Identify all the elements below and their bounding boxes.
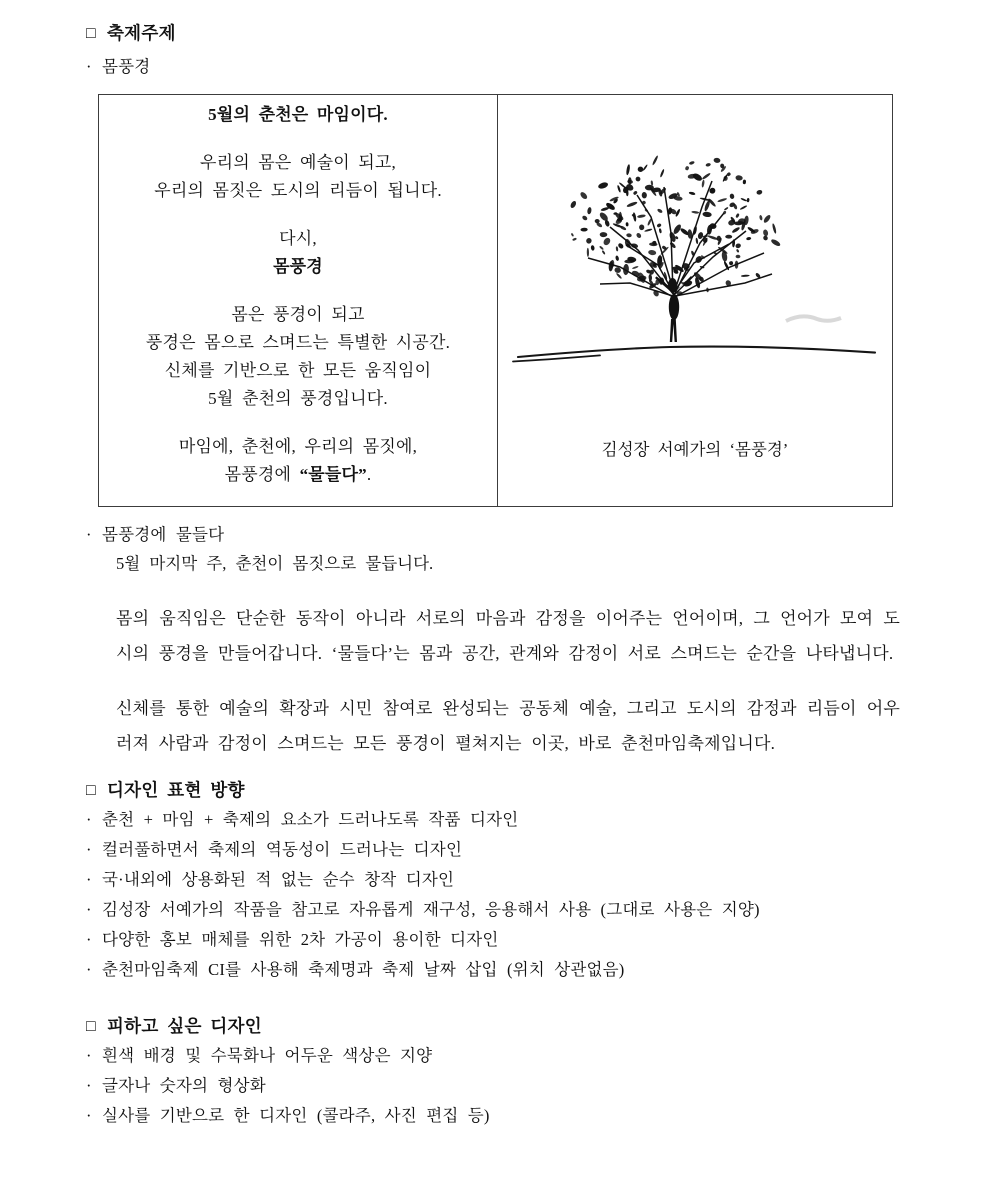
poem-line-mixed	[99, 461, 497, 489]
avoid-item-label: 글자나 숫자의 형상화	[102, 1076, 266, 1095]
section-heading-theme	[86, 20, 986, 48]
poem-line: 풍경은 몸으로 스며드는 특별한 시공간.	[145, 333, 451, 352]
ground-line	[513, 347, 875, 362]
bullet-icon: ·	[86, 1076, 92, 1095]
illustration-caption: 김성장 서예가의 ‘몸풍경’	[601, 440, 789, 459]
list-item-design-3	[86, 865, 986, 895]
bullet-icon: ·	[86, 900, 92, 919]
illustration-cell	[498, 95, 892, 506]
bullet-icon: ·	[86, 930, 92, 949]
dyed-paragraph-1: 몸의 움직임은 단순한 동작이 아니라 서로의 마음과 감정을 이어주는 언어이며, 그 언어가 모여 도시의 풍경을 만들어갑니다. ‘물들다’는 몸과 공간, 관계와 감정이 서로 스며드는 순간을 나타냅니다.	[116, 609, 900, 663]
bullet-icon: ·	[86, 960, 92, 979]
checkbox-icon: □	[86, 25, 96, 42]
list-item-avoid-2	[86, 1071, 986, 1101]
list-item-avoid-3	[86, 1101, 986, 1131]
poem-line: 다시,	[279, 229, 317, 248]
poem-line: 마임에, 춘천에, 우리의 몸짓에,	[178, 437, 418, 456]
poem-line-emphasis: “물들다”	[299, 465, 367, 484]
bullet-icon: ·	[86, 1106, 92, 1125]
poem-line: 우리의 몸짓은 도시의 리듬이 됩니다.	[154, 181, 442, 200]
dyed-lead-line: 5월 마지막 주, 춘천이 몸짓으로 물듭니다.	[116, 554, 434, 573]
design-item-label: 컬러풀하면서 축제의 역동성이 드러나는 디자인	[102, 840, 463, 859]
section-heading-design	[86, 777, 986, 805]
design-item-label: 국·내외에 상용화된 적 없는 순수 창작 디자인	[102, 870, 455, 889]
poem-line: 신체를 기반으로 한 모든 움직임이	[164, 361, 432, 380]
tree-leaves	[569, 155, 781, 297]
list-item-design-2	[86, 835, 986, 865]
design-item-label: 춘천 + 마임 + 축제의 요소가 드러나도록 작품 디자인	[102, 810, 519, 829]
bullet-icon: ·	[86, 810, 92, 829]
bullet-icon: ·	[86, 57, 92, 76]
dyed-paragraph-2: 신체를 통한 예술의 확장과 시민 참여로 완성되는 공동체 예술, 그리고 도시의 감정과 리듬이 어우러져 사람과 감정이 스며드는 모든 풍경이 펼쳐지는 이곳, 바로 춘천마임축제입니다.	[116, 699, 900, 753]
poem-cell	[99, 95, 498, 506]
theme-table	[98, 94, 893, 507]
poem-stanza-1	[99, 149, 497, 205]
checkbox-icon: □	[86, 782, 96, 799]
design-item-label: 춘천마임축제 CI를 사용해 축제명과 축제 날짜 삽입 (위치 상관없음)	[102, 960, 625, 979]
bullet-icon: ·	[86, 870, 92, 889]
poem-stanza-3	[99, 301, 497, 413]
poem-line: 몸은 풍경이 되고	[231, 305, 365, 324]
poem-line: 우리의 몸은 예술이 되고,	[199, 153, 397, 172]
bullet-icon: ·	[86, 525, 92, 544]
poem-line-bold: 몸풍경	[273, 257, 323, 276]
poem-line-prefix: 몸풍경에	[224, 465, 300, 484]
bullet-icon: ·	[86, 1046, 92, 1065]
avoid-item-label: 실사를 기반으로 한 디자인 (콜라주, 사진 편집 등)	[102, 1106, 490, 1125]
tree-illustration	[498, 95, 892, 415]
checkbox-icon: □	[86, 1018, 96, 1035]
poem-stanza-4	[99, 433, 497, 489]
list-item-dyed-title	[86, 521, 986, 549]
list-item-design-5	[86, 925, 986, 955]
theme-item-label: 몸풍경	[102, 57, 151, 76]
section-heading-avoid-text: 피하고 싶은 디자인	[106, 1016, 262, 1036]
design-item-label: 김성장 서예가의 작품을 참고로 자유롭게 재구성, 응용해서 사용 (그대로 사용은 지양)	[102, 900, 760, 919]
bullet-icon: ·	[86, 840, 92, 859]
list-item-design-1	[86, 805, 986, 835]
scan-artifact-smudge	[786, 316, 841, 321]
section-heading-avoid	[86, 1013, 986, 1041]
section-heading-design-text: 디자인 표현 방향	[106, 780, 245, 800]
list-item-theme	[86, 54, 986, 80]
poem-line: 5월 춘천의 풍경입니다.	[208, 389, 388, 408]
avoid-item-label: 흰색 배경 및 수묵화나 어두운 색상은 지양	[102, 1046, 433, 1065]
poem-line-suffix: .	[366, 465, 372, 484]
section-heading-theme-text: 축제주제	[106, 23, 176, 43]
design-item-label: 다양한 홍보 매체를 위한 2차 가공이 용이한 디자인	[102, 930, 499, 949]
poem-title: 5월의 춘천은 마임이다.	[208, 105, 388, 124]
list-item-avoid-1	[86, 1041, 986, 1071]
dyed-item-title: 몸풍경에 물들다	[102, 525, 225, 544]
list-item-design-6	[86, 955, 986, 985]
list-item-design-4	[86, 895, 986, 925]
poem-stanza-2	[99, 225, 497, 281]
